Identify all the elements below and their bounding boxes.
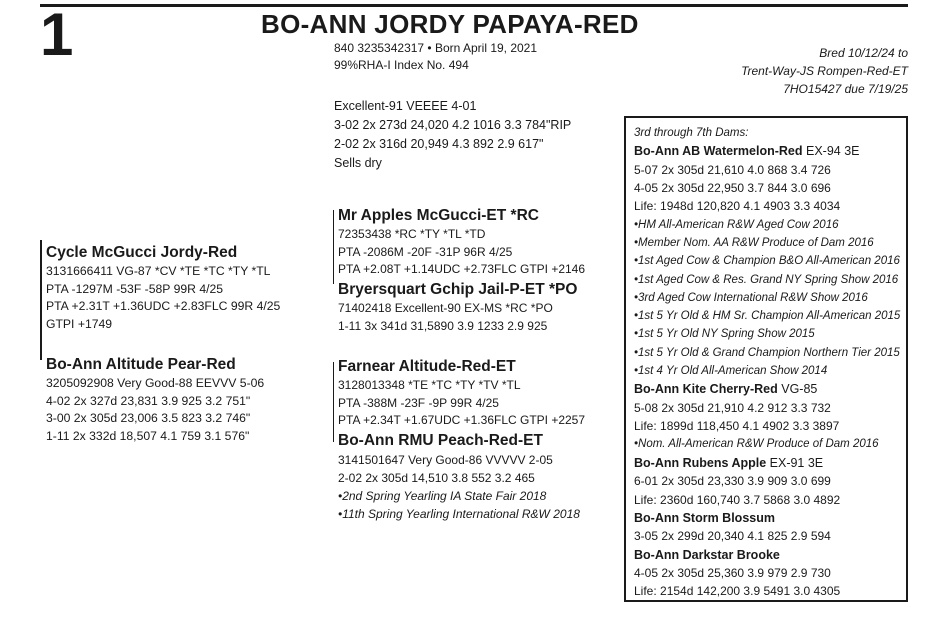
sire-dam-name: Bryersquart Gchip Jail-P-ET *PO — [338, 281, 578, 298]
sire-sire-name: Mr Apples McGucci-ET *RC — [338, 207, 539, 224]
dam3-class: EX-94 3E — [802, 144, 860, 159]
bred-line-2: Trent-Way-JS Rompen-Red-ET — [741, 64, 908, 78]
dams-box — [624, 116, 908, 602]
dam-dam-honor-1: •2nd Spring Yearling IA State Fair 2018 — [338, 489, 547, 503]
dam7-name: Bo-Ann Darkstar Brooke — [634, 547, 780, 562]
dam3-honor-9: •1st 4 Yr Old All-American Show 2014 — [634, 365, 828, 378]
dam-sire-line-2: PTA -388M -23F -9P 99R 4/25 — [338, 395, 499, 410]
animal-info — [334, 40, 537, 74]
dam4-record-1: 5-08 2x 305d 21,910 4.2 912 3.3 732 — [634, 400, 831, 415]
dam-line-1: 3205092908 Very Good-88 EEVVV 5-06 — [46, 376, 265, 390]
dam7-record-1: 4-05 2x 305d 25,360 3.9 979 2.9 730 — [634, 566, 831, 581]
sire-sire-line-3: PTA +2.08T +1.14UDC +2.73FLC GTPI +2146 — [338, 262, 586, 276]
dam-dam-line-2: 2-02 2x 305d 14,510 3.8 552 3.2 465 — [338, 471, 535, 485]
dam-sire-line-1: 3128013348 *TE *TC *TY *TV *TL — [338, 378, 521, 392]
dam4-honor-1: •Nom. All-American R&W Produce of Dam 2016 — [634, 438, 879, 451]
dam-dam-honor-2: •11th Spring Yearling International R&W 2018 — [338, 507, 580, 521]
sire-sire-line-1: 72353438 *RC *TY *TL *TD — [338, 227, 486, 241]
dam7-record-life: Life: 2154d 142,200 3.9 5491 3.0 4305 — [634, 584, 841, 599]
animal-name: BO-ANN JORDY PAPAYA-RED — [261, 9, 639, 39]
sire-dam-line-1: 71402418 Excellent-90 EX-MS *RC *PO — [338, 301, 553, 315]
dam3-record-2: 4-05 2x 305d 22,950 3.7 844 3.0 696 — [634, 181, 831, 196]
dam4-class: VG-85 — [777, 382, 818, 397]
bred-line-1: Bred 10/12/24 to — [819, 46, 908, 60]
dam-sire-block — [338, 357, 585, 430]
dam3-honor-4: •1st Aged Cow & Res. Grand NY Spring Show 2016 — [634, 273, 899, 286]
dam-name: Bo-Ann Altitude Pear-Red — [46, 356, 236, 373]
top-rule — [40, 4, 908, 7]
dam3-honor-2: •Member Nom. AA R&W Produce of Dam 2016 — [634, 236, 874, 249]
sire-line-1: 3131666411 VG-87 *CV *TE *TC *TY *TL — [46, 264, 271, 278]
dam-line-3: 3-00 2x 305d 23,006 3.5 823 3.2 746" — [46, 411, 251, 425]
animal-classification: Excellent-91 VEEEE 4-01 — [334, 99, 477, 113]
dam-line-4: 1-11 2x 332d 18,507 4.1 759 3.1 576" — [46, 428, 250, 443]
dam3-title — [634, 142, 906, 161]
dam-dam-block — [338, 431, 580, 523]
pedigree-bracket-sire — [333, 210, 334, 284]
dam5-title — [634, 454, 906, 473]
dam5-record-1: 6-01 2x 305d 23,330 3.9 909 3.0 699 — [634, 474, 831, 489]
dam4-title — [634, 380, 906, 399]
dam-block — [46, 355, 264, 445]
dam5-record-life: Life: 2360d 160,740 3.7 5868 3.0 4892 — [634, 492, 841, 507]
pedigree-bracket-left — [40, 240, 42, 360]
dam4-record-life: Life: 1899d 118,450 4.1 4902 3.3 3897 — [634, 419, 840, 434]
dam5-class: EX-91 3E — [766, 455, 824, 470]
pedigree-bracket-dam — [333, 362, 334, 442]
sire-line-2: PTA -1297M -53F -58P 99R 4/25 — [46, 281, 224, 296]
dam3-honor-3: •1st Aged Cow & Champion B&O All-American 2016 — [634, 255, 900, 268]
dam3-name: Bo-Ann AB Watermelon-Red — [634, 144, 803, 159]
dam-dam-line-1: 3141501647 Very Good-86 VVVVV 2-05 — [338, 453, 553, 467]
animal-id-line: 840 3235342317 • Born April 19, 2021 — [334, 41, 538, 55]
sire-sire-line-2: PTA -2086M -20F -31P 96R 4/25 — [338, 244, 513, 259]
sire-line-3: PTA +2.31T +1.36UDC +2.83FLC 99R 4/25 — [46, 299, 281, 313]
lot-number: 1 — [40, 1, 74, 68]
bred-info — [741, 44, 908, 98]
animal-rha-line: 99%RHA-I Index No. 494 — [334, 58, 469, 72]
dams-box-heading: 3rd through 7th Dams: — [634, 127, 749, 139]
dam6-record-1: 3-05 2x 299d 20,340 4.1 825 2.9 594 — [634, 529, 831, 544]
dam3-honor-8: •1st 5 Yr Old & Grand Champion Northern Tier 2015 — [634, 346, 900, 359]
animal-records — [334, 97, 571, 173]
dam5-name: Bo-Ann Rubens Apple — [634, 455, 767, 470]
sire-dam-block — [338, 280, 577, 335]
dam-sire-line-3: PTA +2.34T +1.67UDC +1.36FLC GTPI +2257 — [338, 413, 586, 427]
dam4-name: Bo-Ann Kite Cherry-Red — [634, 382, 778, 397]
dam3-honor-7: •1st 5 Yr Old NY Spring Show 2015 — [634, 328, 815, 341]
sire-block — [46, 243, 280, 333]
dam-line-2: 4-02 2x 327d 23,831 3.9 925 3.2 751" — [46, 393, 251, 408]
dam-sire-name: Farnear Altitude-Red-ET — [338, 358, 516, 375]
animal-record-2: 2-02 2x 316d 20,949 4.3 892 2.9 617" — [334, 137, 544, 151]
sire-name: Cycle McGucci Jordy-Red — [46, 244, 238, 261]
animal-record-1: 3-02 2x 273d 24,020 4.2 1016 3.3 784"RIP — [334, 118, 572, 132]
dam3-honor-6: •1st 5 Yr Old & HM Sr. Champion All-American 2015 — [634, 310, 901, 323]
animal-status: Sells dry — [334, 156, 382, 170]
dam3-honor-5: •3rd Aged Cow International R&W Show 2016 — [634, 291, 868, 304]
dam3-honor-1: •HM All-American R&W Aged Cow 2016 — [634, 218, 839, 231]
dam3-record-life: Life: 1948d 120,820 4.1 4903 3.3 4034 — [634, 199, 841, 214]
sire-line-4: GTPI +1749 — [46, 316, 113, 331]
dam3-record-1: 5-07 2x 305d 21,610 4.0 868 3.4 726 — [634, 162, 831, 177]
bred-line-3: 7HO15427 due 7/19/25 — [783, 82, 908, 96]
dam6-name: Bo-Ann Storm Blossum — [634, 510, 775, 525]
sire-sire-block — [338, 206, 585, 279]
dam-dam-name: Bo-Ann RMU Peach-Red-ET — [338, 432, 543, 449]
sire-dam-line-2: 1-11 3x 341d 31,5890 3.9 1233 2.9 925 — [338, 318, 548, 333]
